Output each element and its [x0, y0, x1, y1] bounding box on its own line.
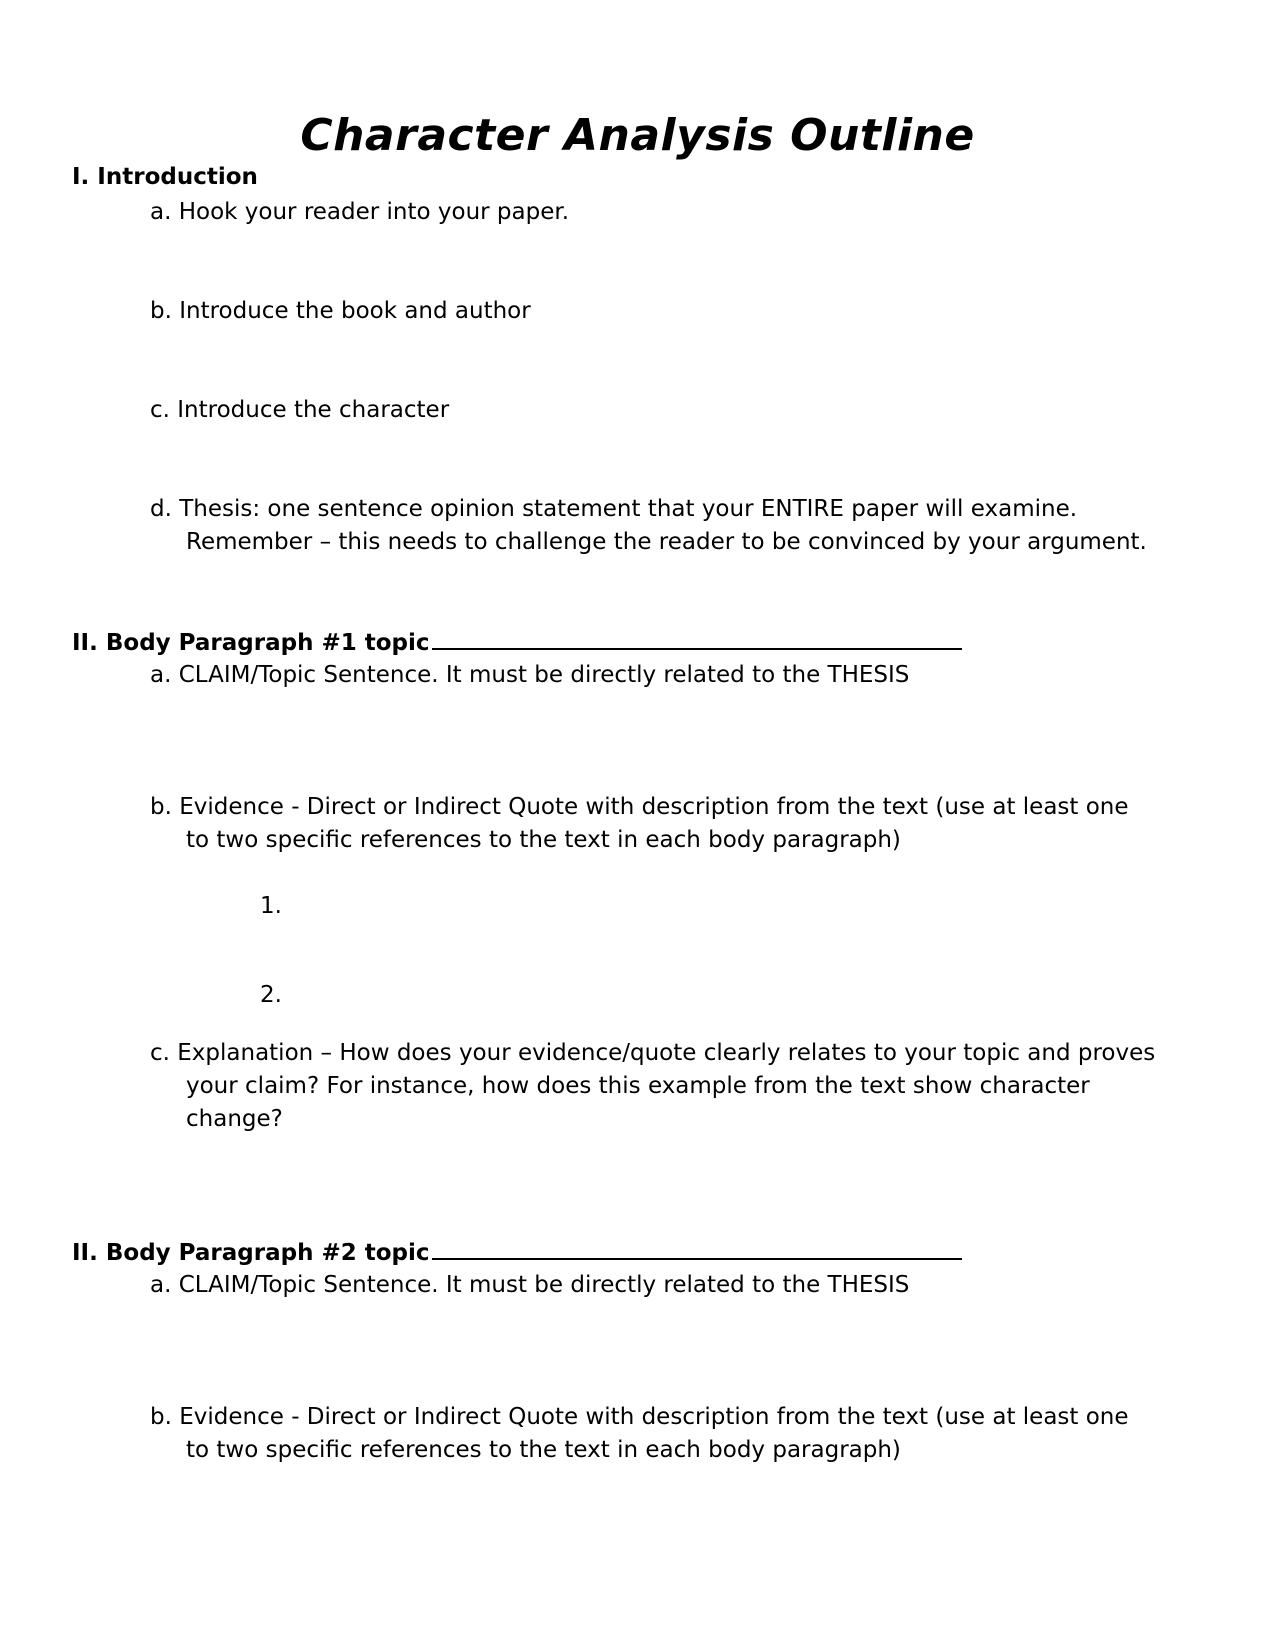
- intro-item-a: a. Hook your reader into your paper.: [150, 199, 570, 225]
- body-2-topic-blank[interactable]: [432, 1234, 962, 1260]
- body-2-heading-text: II. Body Paragraph #2 topic: [72, 1240, 430, 1266]
- intro-item-d-line-2: Remember – this needs to challenge the reader to be convinced by your argument.: [186, 529, 1147, 555]
- body-2-item-a: a. CLAIM/Topic Sentence. It must be directly related to the THESIS: [150, 1272, 910, 1298]
- body-1-item-c-line-3: change?: [186, 1106, 283, 1132]
- body-2-item-b-line-2: to two specific references to the text in each body paragraph): [186, 1437, 901, 1463]
- intro-item-d-line-1: d. Thesis: one sentence opinion statement that your ENTIRE paper will examine.: [150, 496, 1078, 522]
- page-title: Character Analysis Outline: [300, 110, 975, 161]
- body-1-item-c-line-2: your claim? For instance, how does this example from the text show character: [186, 1073, 1090, 1099]
- body-1-topic-blank[interactable]: [432, 624, 962, 650]
- intro-item-b: b. Introduce the book and author: [150, 298, 531, 324]
- body-2-item-b-line-1: b. Evidence - Direct or Indirect Quote with description from the text (use at least one: [150, 1404, 1129, 1430]
- body-1-item-b-line-2: to two specific references to the text in each body paragraph): [186, 827, 901, 853]
- body-1-item-b-line-1: b. Evidence - Direct or Indirect Quote with description from the text (use at least one: [150, 794, 1129, 820]
- body-1-evidence-number-2: 2.: [260, 982, 282, 1008]
- section-heading-body-1: [72, 624, 962, 661]
- section-heading-body-2: [72, 1234, 962, 1271]
- body-1-item-a: a. CLAIM/Topic Sentence. It must be directly related to the THESIS: [150, 662, 910, 688]
- body-1-item-c-line-1: c. Explanation – How does your evidence/quote clearly relates to your topic and proves: [150, 1040, 1156, 1066]
- body-1-evidence-number-1: 1.: [260, 893, 282, 919]
- intro-item-c: c. Introduce the character: [150, 397, 450, 423]
- body-1-heading-text: II. Body Paragraph #1 topic: [72, 630, 430, 656]
- section-heading-introduction: I. Introduction: [72, 164, 258, 190]
